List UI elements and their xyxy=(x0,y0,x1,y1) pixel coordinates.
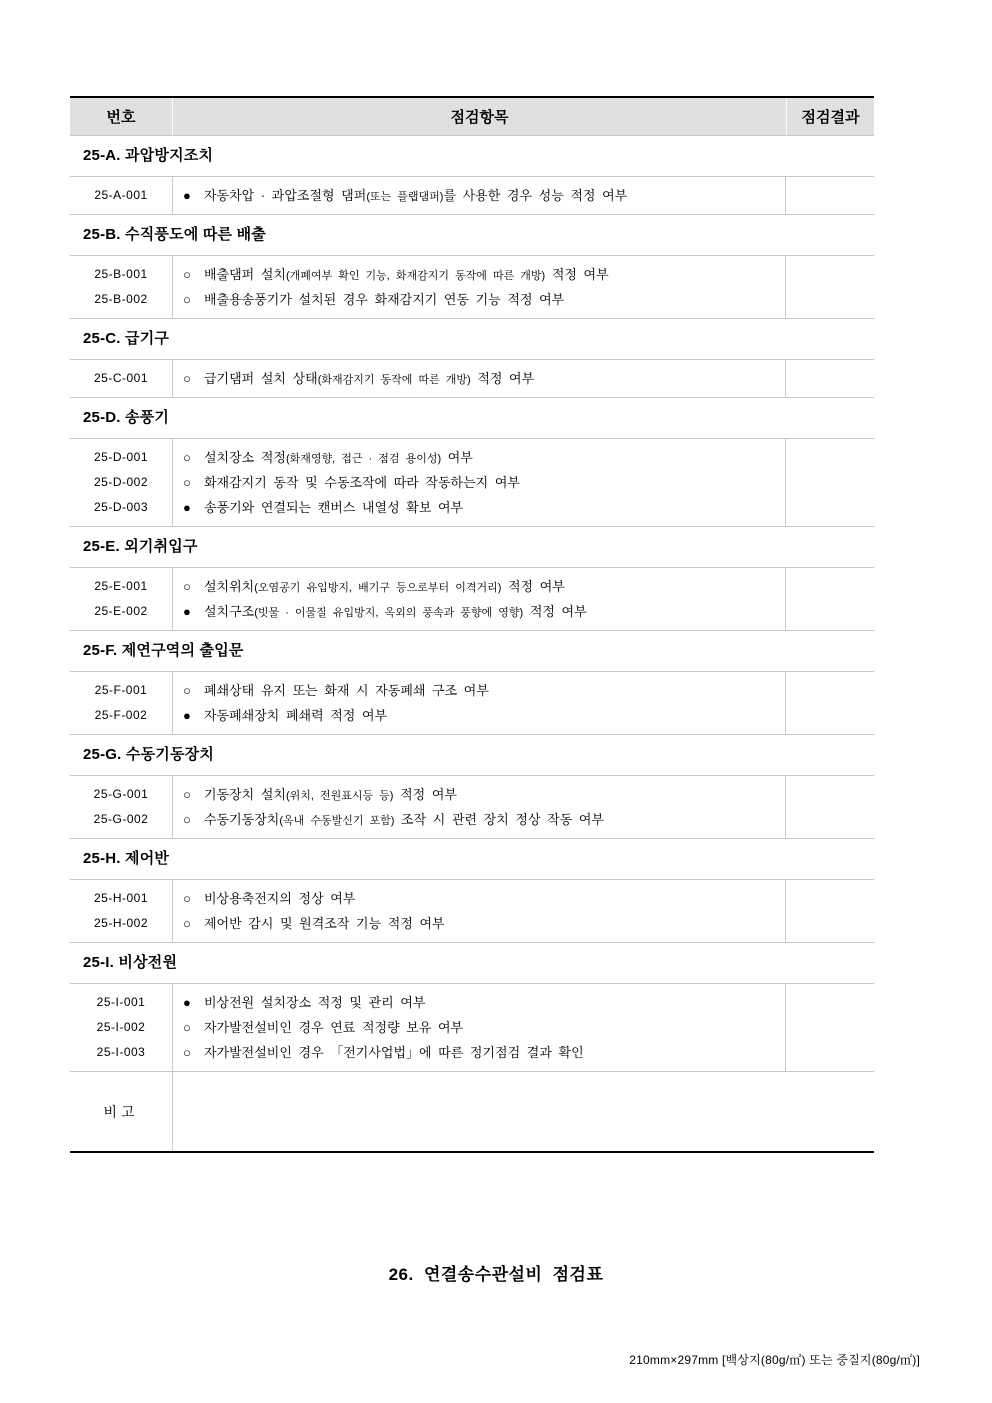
open-circle-icon: ○ xyxy=(183,812,191,827)
column-numbers xyxy=(70,984,172,1071)
result-cell xyxy=(786,287,874,312)
section-block xyxy=(70,176,874,215)
column-results xyxy=(786,984,874,1071)
section-title: 25-A. 과압방지조치 xyxy=(83,147,214,164)
open-circle-icon: ○ xyxy=(183,683,191,698)
paper-spec-footnote: 210mm×297mm [백상지(80g/㎡) 또는 중질지(80g/㎡)] xyxy=(629,1353,920,1367)
column-numbers xyxy=(70,360,172,397)
result-cell xyxy=(786,366,874,391)
section-title: 25-C. 급기구 xyxy=(83,330,170,347)
filled-circle-icon: ● xyxy=(183,708,191,723)
section-block xyxy=(70,775,874,839)
result-cell xyxy=(786,678,874,703)
section-block xyxy=(70,359,874,398)
column-numbers xyxy=(70,672,172,734)
result-cell xyxy=(786,911,874,936)
item-number: 25-A-001 xyxy=(94,188,148,202)
item-number: 25-D-002 xyxy=(93,475,149,489)
column-numbers xyxy=(70,177,172,214)
item-text: ○ 폐쇄상태 유지 또는 화재 시 자동폐쇄 구조 여부 xyxy=(173,678,785,703)
checklist-table xyxy=(70,96,874,1153)
column-items xyxy=(172,256,786,318)
item-number: 25-G-002 xyxy=(93,812,149,826)
item-number: 25-C-001 xyxy=(93,371,149,385)
open-circle-icon: ○ xyxy=(183,267,191,282)
item-number: 25-F-002 xyxy=(94,708,148,722)
column-items xyxy=(172,360,786,397)
open-circle-icon: ○ xyxy=(183,891,191,906)
column-items xyxy=(172,439,786,526)
item-text: ○ 기동장치 설치(위치, 전원표시등 등) 적정 여부 xyxy=(173,782,785,807)
open-circle-icon: ○ xyxy=(183,1020,191,1035)
column-results xyxy=(786,776,874,838)
filled-circle-icon: ● xyxy=(183,604,191,619)
open-circle-icon: ○ xyxy=(183,450,191,465)
result-cell xyxy=(786,1015,874,1040)
item-number: 25-F-001 xyxy=(94,683,148,697)
section-block xyxy=(70,567,874,631)
column-results xyxy=(786,256,874,318)
result-cell xyxy=(786,445,874,470)
item-number: 25-H-001 xyxy=(93,891,149,905)
column-numbers xyxy=(70,880,172,942)
item-text: ● 설치구조(빗물 · 이물질 유입방지, 옥외의 풍속과 풍향에 영향) 적정 여부 xyxy=(173,599,785,624)
open-circle-icon: ○ xyxy=(183,916,191,931)
section-block xyxy=(70,879,874,943)
item-number: 25-G-001 xyxy=(93,787,149,801)
item-text: ○ 자가발전설비인 경우 연료 적정량 보유 여부 xyxy=(173,1015,785,1040)
column-results xyxy=(786,568,874,630)
column-items xyxy=(172,672,786,734)
item-number: 25-E-001 xyxy=(94,579,148,593)
result-cell xyxy=(786,599,874,624)
result-cell xyxy=(786,782,874,807)
item-text: ○ 설치위치(오염공기 유입방지, 배기구 등으로부터 이격거리) 적정 여부 xyxy=(173,574,785,599)
column-results xyxy=(786,177,874,214)
section-title: 25-D. 송풍기 xyxy=(83,409,170,426)
item-number: 25-D-003 xyxy=(93,500,149,514)
item-number: 25-I-002 xyxy=(96,1020,146,1034)
item-number: 25-I-001 xyxy=(96,995,146,1009)
section-title: 25-E. 외기취입구 xyxy=(83,538,198,555)
item-text: ○ 급기댐퍼 설치 상태(화재감지기 동작에 따른 개방) 적정 여부 xyxy=(173,366,785,391)
section-title: 25-F. 제연구역의 출입문 xyxy=(83,642,244,659)
result-cell xyxy=(786,495,874,520)
open-circle-icon: ○ xyxy=(183,475,191,490)
column-numbers xyxy=(70,256,172,318)
result-cell xyxy=(786,470,874,495)
item-text: ○ 화재감지기 동작 및 수동조작에 따라 작동하는지 여부 xyxy=(173,470,785,495)
item-text: ○ 배출용송풍기가 설치된 경우 화재감지기 연동 기능 적정 여부 xyxy=(173,287,785,312)
filled-circle-icon: ● xyxy=(183,500,191,515)
result-cell xyxy=(786,1040,874,1065)
open-circle-icon: ○ xyxy=(183,292,191,307)
section-title: 25-H. 제어반 xyxy=(83,850,170,867)
column-results xyxy=(786,672,874,734)
item-text: ○ 자가발전설비인 경우 「전기사업법」에 따른 정기점검 결과 확인 xyxy=(173,1040,785,1065)
item-number: 25-I-003 xyxy=(96,1045,146,1059)
result-cell xyxy=(786,703,874,728)
item-text: ● 송풍기와 연결되는 캔버스 내열성 확보 여부 xyxy=(173,495,785,520)
open-circle-icon: ○ xyxy=(183,787,191,802)
column-numbers xyxy=(70,439,172,526)
item-number: 25-E-002 xyxy=(94,604,148,618)
item-text: ● 비상전원 설치장소 적정 및 관리 여부 xyxy=(173,990,785,1015)
item-number: 25-B-002 xyxy=(94,292,148,306)
section-title: 25-I. 비상전원 xyxy=(83,954,178,971)
remarks-value xyxy=(172,1072,874,1151)
sections-container xyxy=(70,136,874,1072)
column-items xyxy=(172,177,786,214)
section-block xyxy=(70,438,874,527)
open-circle-icon: ○ xyxy=(183,371,191,386)
column-numbers xyxy=(70,776,172,838)
section-block xyxy=(70,671,874,735)
column-items xyxy=(172,880,786,942)
result-cell xyxy=(786,807,874,832)
item-number: 25-B-001 xyxy=(94,267,148,281)
result-cell xyxy=(786,886,874,911)
column-results xyxy=(786,880,874,942)
item-text: ○ 배출댐퍼 설치(개폐여부 확인 기능, 화재감지기 동작에 따른 개방) 적정 여부 xyxy=(173,262,785,287)
table-header-row xyxy=(70,96,874,136)
section-title: 25-G. 수동기동장치 xyxy=(83,746,215,763)
result-cell xyxy=(786,262,874,287)
section-title: 25-B. 수직풍도에 따른 배출 xyxy=(83,226,266,243)
header-inspection-item: 점검항목 xyxy=(172,98,786,135)
item-text: ○ 설치장소 적정(화재영향, 접근 · 점검 용이성) 여부 xyxy=(173,445,785,470)
filled-circle-icon: ● xyxy=(183,995,191,1010)
header-number: 번호 xyxy=(106,109,136,126)
result-cell xyxy=(786,183,874,208)
item-text: ○ 비상용축전지의 정상 여부 xyxy=(173,886,785,911)
item-number: 25-H-002 xyxy=(93,916,149,930)
item-text: ● 자동차압 · 과압조절형 댐퍼(또는 플랩댐퍼)를 사용한 경우 성능 적정 여부 xyxy=(173,183,785,208)
section-block xyxy=(70,983,874,1072)
column-items xyxy=(172,776,786,838)
column-results xyxy=(786,439,874,526)
open-circle-icon: ○ xyxy=(183,1045,191,1060)
result-cell xyxy=(786,574,874,599)
item-text: ● 자동폐쇄장치 폐쇄력 적정 여부 xyxy=(173,703,785,728)
next-section-title: 26. 연결송수관설비 점검표 xyxy=(388,1265,604,1284)
section-block xyxy=(70,255,874,319)
column-numbers xyxy=(70,568,172,630)
item-text: ○ 수동기동장치(옥내 수동발신기 포함) 조작 시 관련 장치 정상 작동 여부 xyxy=(173,807,785,832)
header-inspection-result: 점검결과 xyxy=(786,98,874,135)
column-items xyxy=(172,568,786,630)
open-circle-icon: ○ xyxy=(183,579,191,594)
remarks-label: 비고 xyxy=(103,1103,139,1120)
item-number: 25-D-001 xyxy=(93,450,149,464)
column-results xyxy=(786,360,874,397)
remarks-row xyxy=(70,1072,874,1153)
result-cell xyxy=(786,990,874,1015)
column-items xyxy=(172,984,786,1071)
filled-circle-icon: ● xyxy=(183,188,191,203)
item-text: ○ 제어반 감시 및 원격조작 기능 적정 여부 xyxy=(173,911,785,936)
